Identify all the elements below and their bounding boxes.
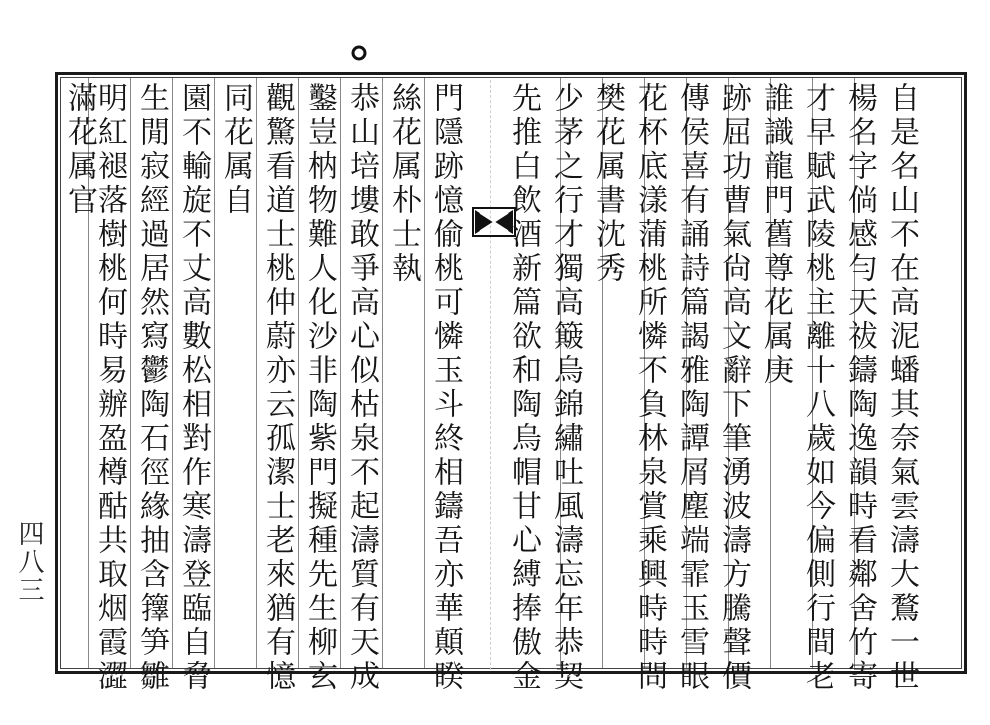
column-divider [382, 78, 383, 668]
text-column: 自是名山不在高泥蟠其奈氣雲濤大鶩一世 [884, 82, 919, 694]
column-divider [424, 78, 425, 668]
text-column: 滿花属官 [62, 82, 97, 218]
text-column: 少茅之行才獨高簸烏錦繡吐風濤忘年恭契 [548, 82, 583, 694]
column-divider [130, 78, 131, 668]
text-column: 花杯底漾蒲桃所憐不負林泉賞乘興時時問 [632, 82, 667, 694]
column-divider [172, 78, 173, 668]
text-column: 明紅褪落樹桃何時易辦盈樽酤共取烟霞澀 [92, 82, 127, 694]
text-column: 跡屈功曹氣尙高文辭下筆湧波濤方騰聲價 [716, 82, 751, 694]
text-column: 誰識龍門舊尊花属庚 [758, 82, 793, 388]
text-column: 觀驚看道士桃仲蔚亦云孤潔士老來猶有憶 [260, 82, 295, 694]
center-fold-line [490, 80, 491, 670]
column-divider [256, 78, 257, 668]
circle-mark-icon [350, 44, 368, 62]
column-divider [214, 78, 215, 668]
text-column: 生閒寂經過居然寫鬱陶石徑緣抽含籜笋雛 [134, 82, 169, 694]
column-divider [298, 78, 299, 668]
text-column: 傳侯喜有誦詩篇謁雅陶譚屑塵端霏玉雪眼 [674, 82, 709, 694]
text-column: 恭山培塿敢爭高心似枯泉不起濤質有天成 [344, 82, 379, 694]
text-column: 門隱跡憶偷桃可憐玉斗終相鑄吾亦華顛睽 [428, 82, 463, 694]
column-divider [340, 78, 341, 668]
text-column: 同花属自 [218, 82, 253, 218]
text-column: 楊名字倘感勻天祓鑄陶逸韻時看鄰舍竹寄 [842, 82, 877, 694]
text-column: 園不輸旋不丈高數松相對作寒濤登臨自脅 [176, 82, 211, 694]
text-column: 樊花属書沈秀 [590, 82, 625, 286]
text-column: 絲花属朴士執 [386, 82, 421, 286]
page-number: 四八三 [14, 520, 44, 604]
text-column: 鑿豈枘物難人化沙非陶紫門擬種先生柳玄 [302, 82, 337, 694]
text-column: 先推白飲酒新篇欲和陶烏帽甘心縛捧傲金 [506, 82, 541, 694]
text-column: 才早賦武陵桃主離十八歲如今偏側行間老 [800, 82, 835, 694]
